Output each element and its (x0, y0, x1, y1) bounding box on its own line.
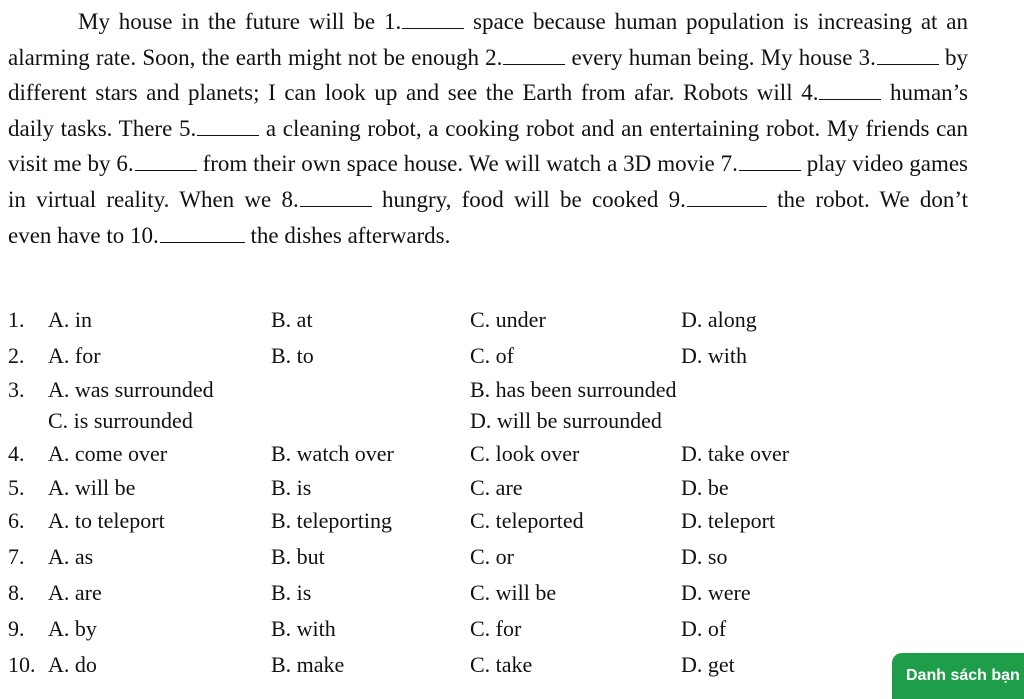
passage-text: increasing at an alarming rate. Soon, the earth might not be enough 2. (8, 9, 969, 70)
passage-text: When we 8. (179, 186, 299, 212)
question-number: 2. (8, 343, 25, 368)
option-b: B. at (271, 307, 313, 332)
passage-text: human’s daily tasks. There 5. (8, 80, 968, 141)
question-number: 9. (8, 616, 25, 641)
passage-text: play video games in virtual reality. (8, 151, 968, 212)
option-b: B. with (271, 616, 336, 641)
option-a: A. was surrounded (48, 377, 214, 402)
question-row-1 (8, 302, 1008, 338)
question-number: 7. (8, 544, 25, 569)
option-d: D. will be surrounded (470, 408, 662, 433)
option-d: D. of (681, 616, 727, 641)
question-number: 4. (8, 441, 25, 466)
question-number: 3. (8, 377, 25, 402)
option-c: C. for (470, 616, 522, 641)
blank-4 (819, 79, 881, 101)
blank-7 (739, 150, 801, 172)
option-a: A. to teleport (48, 508, 165, 533)
passage-text: even have to 10. (8, 222, 159, 248)
friends-list-button[interactable] (892, 653, 1024, 699)
passage-text: the robot. We don’t (766, 186, 968, 212)
option-b: B. but (271, 544, 325, 569)
option-c: C. or (470, 544, 514, 569)
option-d: D. be (681, 475, 729, 500)
question-row-10 (8, 647, 1008, 683)
option-c: C. are (470, 475, 523, 500)
option-c: C. take (470, 652, 533, 677)
question-row-4 (8, 436, 1008, 472)
question-row-3 (8, 374, 1008, 405)
option-a: A. will be (48, 475, 136, 500)
option-d: D. teleport (681, 508, 776, 533)
option-a: A. in (48, 307, 92, 332)
passage-text: My house in the future will be 1. (78, 9, 402, 34)
passage-text: own space house. We will watch a 3D movie 7. (301, 151, 738, 177)
option-b: B. teleporting (271, 508, 392, 533)
passage-text: from their (196, 151, 296, 177)
passage-paragraph (8, 4, 968, 253)
blank-5 (197, 114, 259, 136)
passage-text: space because human population is (464, 9, 809, 34)
option-a: A. do (48, 652, 97, 677)
question-number: 10. (8, 652, 36, 677)
option-d: D. were (681, 580, 751, 605)
option-d: D. with (681, 343, 747, 368)
blank-8 (300, 185, 372, 207)
option-a: A. come over (48, 441, 168, 466)
passage-text: cooking robot and an entertaining robot. My friends can visit me by 6. (8, 115, 969, 177)
passage-text: a cleaning robot, a (259, 115, 439, 141)
option-d: D. get (681, 652, 735, 677)
blank-6 (135, 150, 197, 172)
option-d: D. so (681, 544, 728, 569)
option-b: B. has been surrounded (470, 377, 677, 402)
blank-1 (402, 7, 464, 29)
question-row-3-continued (8, 405, 1008, 436)
question-number: 1. (8, 307, 25, 332)
question-row-6 (8, 503, 1008, 539)
option-b: B. to (271, 343, 314, 368)
option-d: D. take over (681, 441, 790, 466)
option-c: C. will be (470, 580, 557, 605)
answer-options (8, 302, 1008, 683)
question-number: 6. (8, 508, 25, 533)
option-a: A. for (48, 343, 101, 368)
question-number: 8. (8, 580, 25, 605)
passage-text: being. My house 3. (697, 44, 876, 70)
option-a: A. are (48, 580, 102, 605)
question-row-7 (8, 539, 1008, 575)
blank-9 (687, 185, 767, 207)
question-row-9 (8, 611, 1008, 647)
option-c: C. teleported (470, 508, 584, 533)
passage-text: every human (565, 44, 692, 70)
option-c: C. look over (470, 441, 580, 466)
question-row-5 (8, 472, 1008, 503)
blank-2 (503, 43, 565, 65)
question-number: 5. (8, 475, 25, 500)
option-d: D. along (681, 307, 757, 332)
blank-3 (877, 43, 939, 65)
option-b: B. is (271, 580, 312, 605)
passage-last-line (8, 218, 968, 254)
option-a: A. as (48, 544, 94, 569)
passage-text: by different stars and planets; I can look up and see the Earth (8, 44, 969, 106)
option-b: B. make (271, 652, 345, 677)
question-row-2 (8, 338, 1008, 374)
option-b: B. is (271, 475, 312, 500)
option-c: C. under (470, 307, 546, 332)
passage-text: the dishes afterwards. (244, 222, 451, 248)
blank-10 (160, 221, 245, 243)
option-c: C. is surrounded (48, 408, 193, 433)
passage-text: hungry, food will be cooked 9. (371, 186, 686, 212)
friends-list-button-label[interactable]: Danh sách bạn (906, 667, 1020, 684)
option-b: B. watch over (271, 441, 394, 466)
option-c: C. of (470, 343, 514, 368)
option-a: A. by (48, 616, 97, 641)
question-row-8 (8, 575, 1008, 611)
passage-text: from afar. Robots will 4. (580, 80, 819, 106)
